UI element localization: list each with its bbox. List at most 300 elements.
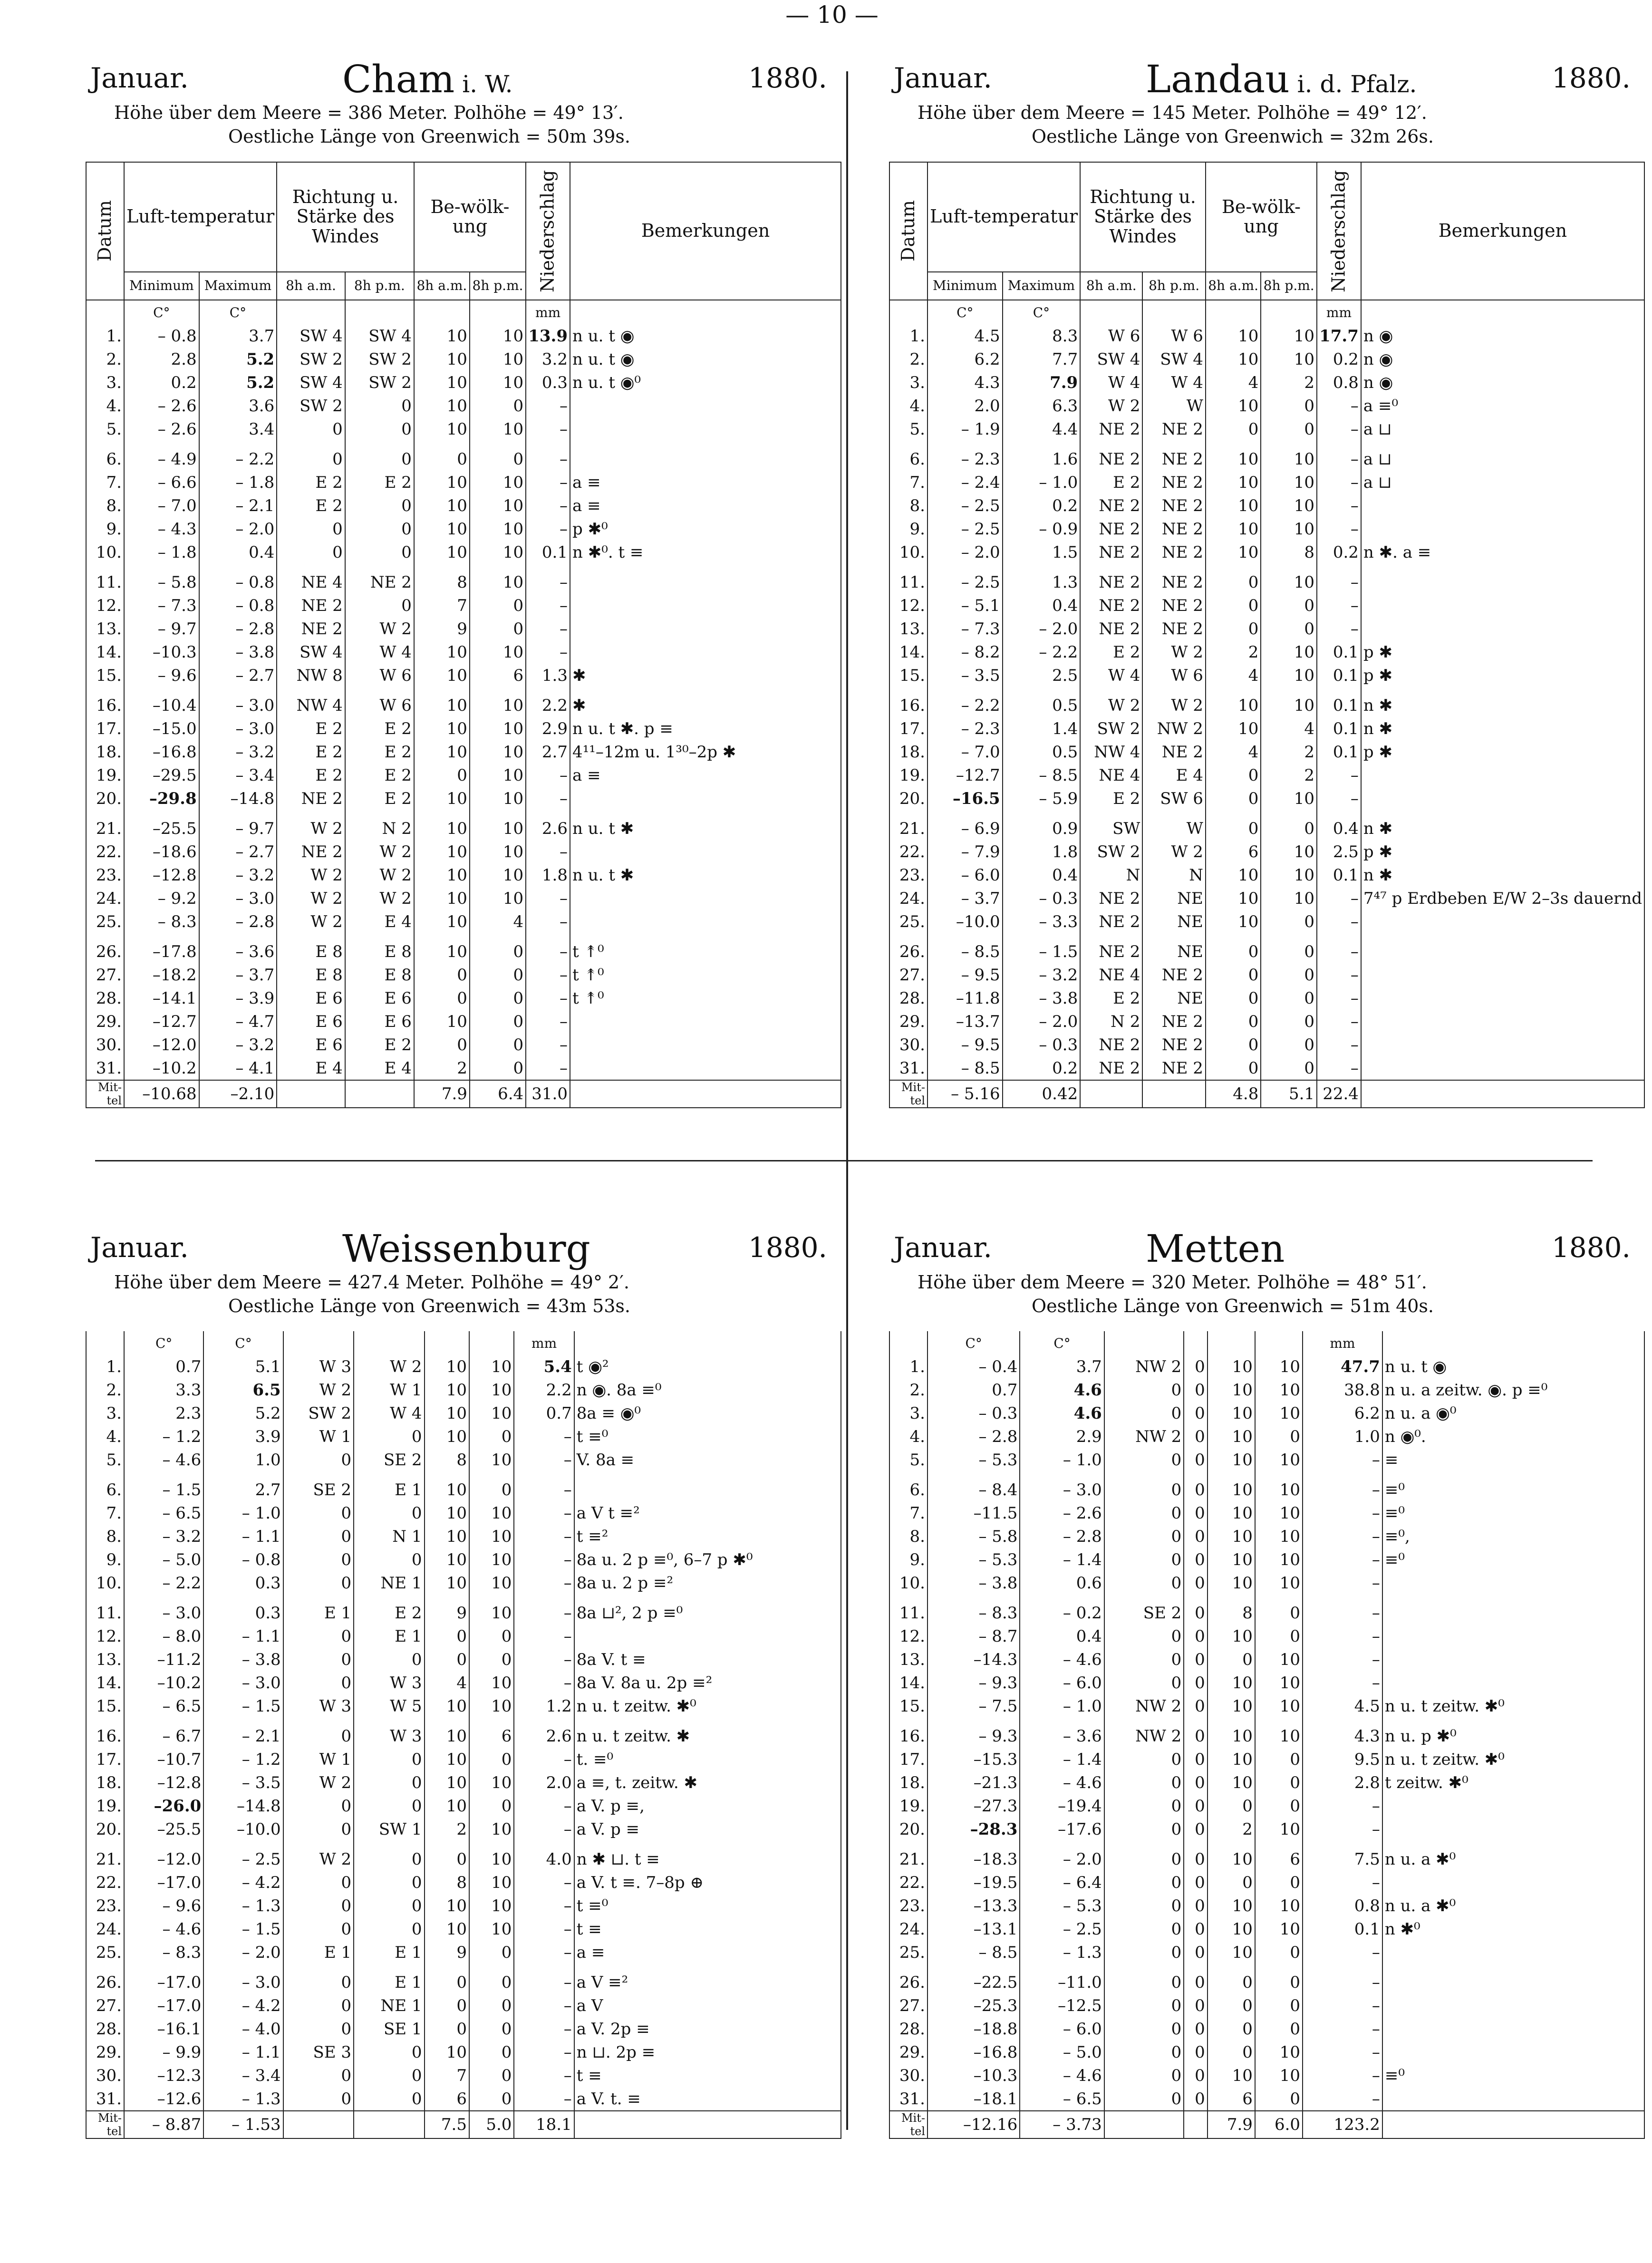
wind-am-cell: E 2 [277, 494, 345, 517]
header-max: Maximum [199, 272, 277, 300]
header-cloud-am: 8h a.m. [1206, 272, 1261, 300]
wind-am-cell: E 8 [277, 963, 345, 986]
wind-am-cell: W 2 [277, 910, 345, 933]
cloud-pm-cell: 10 [469, 1448, 514, 1471]
gap-cell [1080, 687, 1142, 694]
wind-am-cell: 0 [1104, 1548, 1184, 1571]
day-cell: 11. [889, 571, 927, 594]
temp-min-cell: –11.5 [927, 1501, 1020, 1525]
wind-pm-cell: NE 2 [1142, 471, 1206, 494]
cloud-pm-cell: 10 [469, 1671, 514, 1694]
wind-pm-cell: 0 [1184, 1724, 1207, 1748]
temp-max-cell: – 2.0 [1020, 1847, 1104, 1871]
cloud-am-cell: 10 [1206, 717, 1261, 740]
remarks-cell: n ◉ [1361, 371, 1644, 394]
remarks-cell [570, 887, 841, 910]
remarks-cell [1382, 1625, 1644, 1648]
remarks-cell: t ↟⁰ [570, 963, 841, 986]
cloud-pm-cell: 2 [1261, 764, 1317, 787]
temp-min-cell: –25.5 [124, 1818, 203, 1841]
location-line-2: Oestliche Länge von Greenwich = 43m 53s. [228, 1296, 631, 1316]
table-row [86, 394, 841, 417]
remarks-cell: n ✱ [1361, 717, 1644, 740]
cloud-pm-cell: 0 [469, 1648, 514, 1671]
precip-cell: – [1303, 1571, 1382, 1595]
wind-pm-cell: NE 1 [354, 1571, 424, 1595]
wind-am-cell: E 6 [277, 1033, 345, 1056]
temp-min-cell: – 5.0 [124, 1548, 203, 1571]
temp-min-cell: –12.3 [124, 2064, 203, 2087]
table-row [86, 2017, 841, 2041]
temp-max-cell: – 2.0 [203, 1941, 283, 1964]
day-cell: 14. [889, 1671, 927, 1694]
gap-cell [354, 1964, 424, 1971]
day-cell: 27. [86, 963, 124, 986]
mean-cell [1184, 2111, 1207, 2138]
cloud-pm-cell: 10 [1255, 1818, 1303, 1841]
temp-max-cell: – 4.6 [1020, 2064, 1104, 2087]
temp-max-cell: 0.6 [1020, 1571, 1104, 1595]
gap-cell [86, 1718, 124, 1724]
gap-cell [1104, 1471, 1184, 1478]
precip-cell: – [514, 1671, 574, 1694]
temp-min-cell: – 2.6 [124, 417, 199, 441]
gap-cell [1255, 1595, 1303, 1601]
gap-cell [86, 1471, 124, 1478]
wind-pm-cell: 0 [1184, 1671, 1207, 1694]
temp-min-cell: –17.0 [124, 1971, 203, 1994]
temp-min-cell: 2.0 [927, 394, 1003, 417]
cloud-am-cell: 10 [1208, 2064, 1255, 2087]
gap-cell [1142, 810, 1206, 817]
precip-cell: 2.8 [1303, 1771, 1382, 1794]
mean-label: Mit-tel [86, 2111, 124, 2138]
temp-min-cell: –18.1 [927, 2087, 1020, 2111]
remarks-cell [1382, 2041, 1644, 2064]
gap-cell [1003, 810, 1081, 817]
precip-cell: 1.2 [514, 1694, 574, 1718]
gap-cell [514, 1718, 574, 1724]
gap-cell [1003, 441, 1081, 447]
table-row [86, 740, 841, 764]
day-cell: 30. [86, 1033, 124, 1056]
day-cell: 13. [889, 1648, 927, 1671]
temp-min-cell: – 8.3 [124, 1941, 203, 1964]
remarks-cell [1361, 1010, 1644, 1033]
wind-pm-cell: E 6 [345, 986, 414, 1010]
cloud-am-cell: 10 [425, 1694, 469, 1718]
cloud-pm-cell: 10 [1261, 571, 1317, 594]
precip-cell: – [526, 986, 570, 1010]
mean-row [889, 1080, 1644, 1108]
precip-cell: – [514, 2041, 574, 2064]
remarks-cell: a ⊔ [1361, 417, 1644, 441]
temp-min-cell: – 2.3 [927, 717, 1003, 740]
day-cell: 26. [86, 1971, 124, 1994]
temp-max-cell: – 3.0 [199, 694, 277, 717]
cloud-pm-cell: 10 [1255, 1694, 1303, 1718]
remarks-cell: t ≡⁰ [574, 1425, 841, 1448]
wind-am-cell: 0 [1104, 1748, 1184, 1771]
remarks-cell: 7⁴⁷ p Erdbeben E/W 2–3s dauernd [1361, 887, 1644, 910]
wind-am-cell: 0 [1104, 1941, 1184, 1964]
remarks-cell: n u. a ◉⁰ [1382, 1402, 1644, 1425]
table-row [889, 571, 1644, 594]
mean-cell: – 8.87 [124, 2111, 203, 2138]
cloud-pm-cell: 10 [470, 640, 526, 664]
wind-pm-cell: 0 [345, 517, 414, 541]
table-row [86, 664, 841, 687]
wind-am-cell: 0 [1104, 1448, 1184, 1471]
gap-cell [1382, 1595, 1644, 1601]
month-label: Januar. [90, 62, 189, 94]
header-wind: Richtung u. Stärke des Windes [1080, 162, 1206, 272]
unit-label: mm [1317, 300, 1361, 324]
remarks-cell: n u. t ◉ [570, 324, 841, 348]
temp-max-cell: – 2.7 [199, 840, 277, 863]
wind-pm-cell: 0 [1184, 1694, 1207, 1718]
day-cell: 20. [889, 787, 927, 810]
unit-label: mm [1303, 1331, 1382, 1355]
unit-cell [570, 300, 841, 324]
unit-cell [86, 1331, 124, 1355]
day-cell: 2. [86, 1378, 124, 1402]
temp-min-cell: 4.3 [927, 371, 1003, 394]
gap-cell [1261, 441, 1317, 447]
cloud-pm-cell: 10 [469, 1771, 514, 1794]
gap-cell [86, 810, 124, 817]
table-row [889, 371, 1644, 394]
day-cell: 23. [889, 863, 927, 887]
gap-cell [470, 687, 526, 694]
table-row [889, 817, 1644, 840]
cloud-am-cell: 8 [414, 571, 470, 594]
precip-cell: 5.4 [514, 1355, 574, 1378]
precip-cell: – [526, 394, 570, 417]
precip-cell: 0.2 [1317, 348, 1361, 371]
table-row [86, 571, 841, 594]
remarks-cell [570, 840, 841, 863]
table-row [86, 1694, 841, 1718]
cloud-am-cell: 9 [425, 1601, 469, 1625]
cloud-am-cell: 10 [414, 787, 470, 810]
wind-pm-cell: E 8 [345, 940, 414, 963]
wind-pm-cell: W [1142, 394, 1206, 417]
header-datum: Datum [86, 162, 124, 300]
mean-cell [1104, 2111, 1184, 2138]
wind-pm-cell: 0 [1184, 1941, 1207, 1964]
remarks-cell: n ✱ ⊔. t ≡ [574, 1847, 841, 1871]
precip-cell: – [1317, 394, 1361, 417]
wind-pm-cell: E 8 [345, 963, 414, 986]
remarks-cell: n ◉ [1361, 348, 1644, 371]
precip-cell: 0.1 [1303, 1917, 1382, 1941]
wind-am-cell: NE 2 [1080, 571, 1142, 594]
precip-cell: – [514, 1794, 574, 1818]
cloud-am-cell: 10 [414, 471, 470, 494]
wind-am-cell: NW 8 [277, 664, 345, 687]
wind-pm-cell: N [1142, 863, 1206, 887]
wind-pm-cell: SE 1 [354, 2017, 424, 2041]
temp-min-cell: – 2.5 [927, 494, 1003, 517]
day-cell: 15. [86, 1694, 124, 1718]
cloud-pm-cell: 10 [1261, 517, 1317, 541]
gap-cell [1142, 564, 1206, 571]
wind-am-cell: W 6 [1080, 324, 1142, 348]
temp-max-cell: 1.3 [1003, 571, 1081, 594]
table-row [86, 1894, 841, 1917]
cloud-pm-cell: 0 [469, 1941, 514, 1964]
cloud-am-cell: 10 [425, 1794, 469, 1818]
remarks-cell [1382, 1648, 1644, 1671]
remarks-cell: n u. t ◉ [1382, 1355, 1644, 1378]
temp-min-cell: – 7.5 [927, 1694, 1020, 1718]
table-row [889, 1501, 1644, 1525]
wind-pm-cell: W 6 [1142, 324, 1206, 348]
temp-min-cell: – 1.8 [124, 541, 199, 564]
temp-min-cell: – 4.9 [124, 447, 199, 471]
temp-max-cell: 3.7 [199, 324, 277, 348]
precip-cell: – [1317, 787, 1361, 810]
table-row [889, 986, 1644, 1010]
gap-cell [1255, 1471, 1303, 1478]
mean-cell: 7.9 [414, 1080, 470, 1108]
table-row [889, 1448, 1644, 1471]
location-line-2: Oestliche Länge von Greenwich = 50m 39s. [228, 126, 631, 147]
wind-pm-cell: 0 [1184, 1794, 1207, 1818]
unit-cell [1208, 1331, 1255, 1355]
temp-max-cell: – 1.5 [1003, 940, 1081, 963]
temp-max-cell: – 0.8 [199, 594, 277, 617]
wind-am-cell: 0 [1104, 2017, 1184, 2041]
temp-max-cell: – 1.5 [203, 1694, 283, 1718]
gap-cell [1184, 1841, 1207, 1847]
wind-am-cell: 0 [1104, 1847, 1184, 1871]
header-wind-am: 8h a.m. [1080, 272, 1142, 300]
day-cell: 5. [889, 1448, 927, 1471]
cloud-am-cell: 10 [1206, 541, 1261, 564]
table-row [86, 963, 841, 986]
remarks-cell: t ◉² [574, 1355, 841, 1378]
cloud-pm-cell: 10 [470, 471, 526, 494]
cloud-am-cell: 2 [1206, 640, 1261, 664]
year-label: 1880. [748, 62, 827, 94]
precip-cell: 4.5 [1303, 1694, 1382, 1718]
precip-cell: – [526, 1010, 570, 1033]
mean-cell [345, 1080, 414, 1108]
table-row [86, 1056, 841, 1080]
wind-pm-cell: 0 [1184, 1448, 1207, 1471]
temp-min-cell: – 2.8 [927, 1425, 1020, 1448]
cloud-am-cell: 10 [414, 494, 470, 517]
temp-min-cell: – 4.6 [124, 1448, 203, 1471]
gap-cell [414, 441, 470, 447]
unit-label: mm [526, 300, 570, 324]
temp-min-cell: –16.5 [927, 787, 1003, 810]
mean-cell [1361, 1080, 1644, 1108]
gap-cell [927, 441, 1003, 447]
table-row [889, 517, 1644, 541]
temp-max-cell: – 3.5 [203, 1771, 283, 1794]
year-label: 1880. [1551, 1231, 1631, 1264]
wind-pm-cell: W [1142, 817, 1206, 840]
cloud-am-cell: 4 [1206, 740, 1261, 764]
day-cell: 28. [889, 2017, 927, 2041]
gap-cell [1142, 687, 1206, 694]
unit-label: mm [514, 1331, 574, 1355]
wind-am-cell: E 2 [1080, 640, 1142, 664]
precip-cell: – [514, 1971, 574, 1994]
day-cell: 25. [86, 1941, 124, 1964]
wind-am-cell: 0 [283, 1994, 354, 2017]
day-cell: 7. [889, 1501, 927, 1525]
unit-cell [1382, 1331, 1644, 1355]
wind-pm-cell: 0 [345, 494, 414, 517]
cloud-pm-cell: 0 [1261, 940, 1317, 963]
day-cell: 8. [889, 1525, 927, 1548]
precip-cell: – [1303, 1601, 1382, 1625]
day-cell: 24. [889, 1917, 927, 1941]
temp-min-cell: – 7.9 [927, 840, 1003, 863]
day-cell: 30. [889, 2064, 927, 2087]
wind-am-cell: NE 4 [1080, 764, 1142, 787]
cloud-am-cell: 10 [1206, 694, 1261, 717]
remarks-cell [570, 617, 841, 640]
precip-cell: – [1303, 1994, 1382, 2017]
precip-cell: – [514, 1625, 574, 1648]
temp-max-cell: – 5.3 [1020, 1894, 1104, 1917]
location-line-2: Oestliche Länge von Greenwich = 51m 40s. [1032, 1296, 1434, 1316]
temp-max-cell: – 8.5 [1003, 764, 1081, 787]
table-row [889, 787, 1644, 810]
temp-max-cell: – 3.9 [199, 986, 277, 1010]
wind-pm-cell: E 4 [1142, 764, 1206, 787]
wind-am-cell: 0 [1104, 2041, 1184, 2064]
temp-max-cell: 5.2 [199, 348, 277, 371]
temp-min-cell: – 9.5 [927, 1033, 1003, 1056]
temp-max-cell: 0.4 [1003, 863, 1081, 887]
mean-cell [283, 2111, 354, 2138]
wind-am-cell: 0 [1104, 1625, 1184, 1648]
remarks-cell: 8a u. 2 p ≡⁰, 6–7 p ✱⁰ [574, 1548, 841, 1571]
unit-label: C° [927, 300, 1003, 324]
remarks-cell [1382, 2087, 1644, 2111]
cloud-pm-cell: 10 [469, 1548, 514, 1571]
wind-pm-cell: 0 [1184, 2017, 1207, 2041]
wind-am-cell: NE 2 [1080, 1056, 1142, 1080]
gap-cell [199, 441, 277, 447]
remarks-cell [570, 447, 841, 471]
temp-max-cell: 2.7 [203, 1478, 283, 1501]
cloud-pm-cell: 10 [1261, 324, 1317, 348]
gap-cell [1003, 687, 1081, 694]
day-cell: 5. [86, 1448, 124, 1471]
temp-max-cell: – 3.0 [1020, 1478, 1104, 1501]
table-row [889, 324, 1644, 348]
precip-cell: – [526, 447, 570, 471]
weather-table [86, 1331, 841, 2139]
temp-max-cell: – 1.1 [203, 1625, 283, 1648]
gap-cell [283, 1718, 354, 1724]
table-row [889, 2087, 1644, 2111]
table-row [86, 517, 841, 541]
temp-max-cell: – 1.0 [1020, 1694, 1104, 1718]
wind-pm-cell: NE [1142, 986, 1206, 1010]
table-row [889, 1894, 1644, 1917]
temp-max-cell: – 3.3 [1003, 910, 1081, 933]
table-row [86, 1378, 841, 1402]
wind-am-cell: 0 [283, 1671, 354, 1694]
cloud-am-cell: 10 [1208, 1378, 1255, 1402]
precip-cell: – [1303, 1871, 1382, 1894]
gap-cell [124, 564, 199, 571]
wind-am-cell: 0 [283, 1448, 354, 1471]
cloud-am-cell: 8 [425, 1448, 469, 1471]
wind-am-cell: SE 2 [283, 1478, 354, 1501]
day-cell: 3. [86, 1402, 124, 1425]
temp-max-cell: 1.6 [1003, 447, 1081, 471]
temp-max-cell: – 3.2 [1003, 963, 1081, 986]
table-row [86, 863, 841, 887]
table-row [889, 447, 1644, 471]
cloud-pm-cell: 0 [469, 1625, 514, 1648]
cloud-am-cell: 10 [1206, 517, 1261, 541]
gap-cell [1361, 441, 1644, 447]
temp-min-cell: – 7.3 [124, 594, 199, 617]
precip-cell: 0.1 [1317, 664, 1361, 687]
cloud-am-cell: 10 [414, 394, 470, 417]
day-cell: 19. [86, 1794, 124, 1818]
day-cell: 1. [889, 324, 927, 348]
wind-pm-cell: E 1 [354, 1478, 424, 1501]
gap-cell [1303, 1718, 1382, 1724]
precip-cell: – [1317, 571, 1361, 594]
day-cell: 8. [86, 1525, 124, 1548]
wind-am-cell: NW 2 [1104, 1694, 1184, 1718]
wind-am-cell: E 4 [277, 1056, 345, 1080]
temp-min-cell: – 2.0 [927, 541, 1003, 564]
precip-cell: – [1303, 1448, 1382, 1471]
wind-pm-cell: W 1 [354, 1378, 424, 1402]
day-cell: 11. [889, 1601, 927, 1625]
unit-cell [414, 300, 470, 324]
gap-cell [1361, 564, 1644, 571]
remarks-cell: ≡ [1382, 1448, 1644, 1471]
remarks-cell: a ⊔ [1361, 471, 1644, 494]
station-name [342, 1227, 590, 1271]
cloud-am-cell: 10 [1208, 1571, 1255, 1595]
wind-pm-cell: NE 2 [1142, 1033, 1206, 1056]
day-cell: 4. [889, 394, 927, 417]
cloud-am-cell: 10 [425, 1571, 469, 1595]
wind-am-cell: 0 [283, 1571, 354, 1595]
cloud-am-cell: 10 [1208, 1355, 1255, 1378]
gap-cell [345, 687, 414, 694]
wind-pm-cell: N 2 [345, 817, 414, 840]
precip-cell: – [1317, 1010, 1361, 1033]
month-label: Januar. [90, 1231, 189, 1264]
remarks-cell: n ✱. a ≡ [1361, 541, 1644, 564]
day-cell: 20. [86, 1818, 124, 1841]
temp-min-cell: – 7.3 [927, 617, 1003, 640]
wind-am-cell: E 2 [277, 471, 345, 494]
gap-cell [86, 933, 124, 940]
gap-cell [1020, 1718, 1104, 1724]
wind-pm-cell: NE 2 [1142, 417, 1206, 441]
temp-min-cell: –25.5 [124, 817, 199, 840]
precip-cell: – [526, 494, 570, 517]
header-wind-am: 8h a.m. [277, 272, 345, 300]
